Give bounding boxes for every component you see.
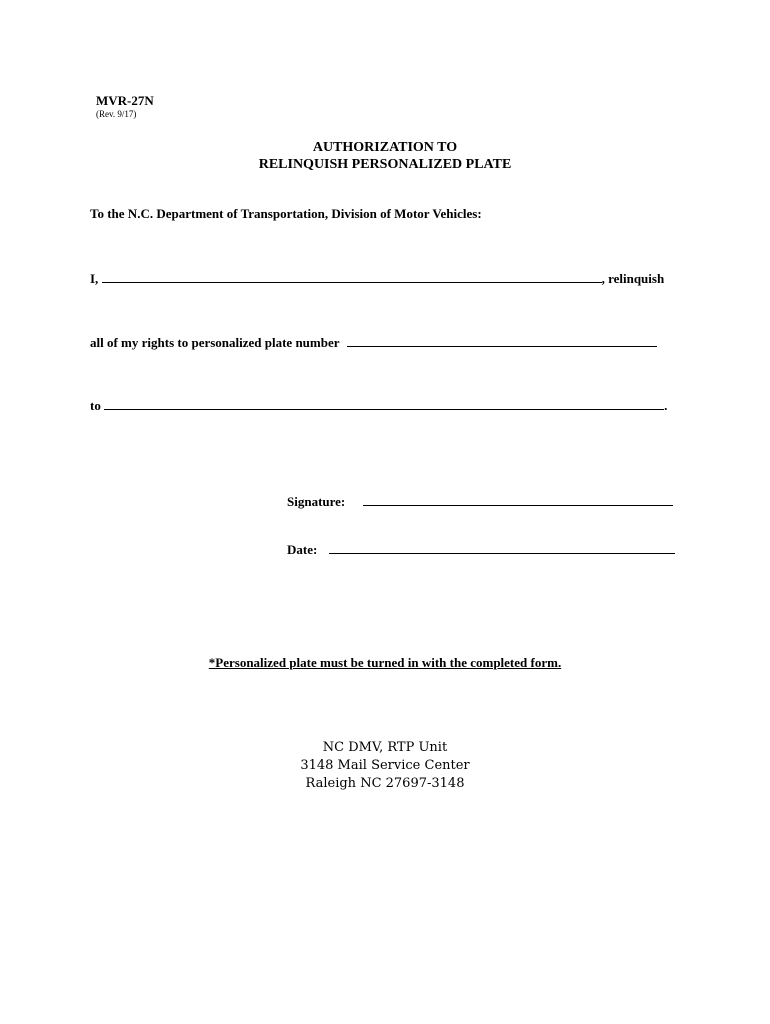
form-revision: (Rev. 9/17) [96,109,137,119]
recipient-suffix: . [664,398,668,413]
date-label: Date: [287,542,318,557]
name-prefix-label: I, [90,271,99,286]
form-code: MVR-27N [96,93,154,108]
signature-row [287,493,673,510]
form-title-line-2: RELINQUISH PERSONALIZED PLATE [258,157,512,172]
address-line-2: 3148 Mail Service Center [300,758,470,773]
name-suffix-label: , relinquish [601,271,665,286]
recipient-label: to [90,398,101,413]
recipient-row [90,397,667,414]
salutation: To the N.C. Department of Transportation, Division of Motor Vehicles: [90,206,482,221]
recipient-blank-field[interactable] [104,397,664,410]
address-line-1: NC DMV, RTP Unit [322,740,448,755]
form-title-line-1: AUTHORIZATION TO [312,140,458,155]
plate-row [90,334,657,351]
signature-blank-field[interactable] [363,493,673,506]
address-line-3: Raleigh NC 27697-3148 [305,776,465,791]
signature-label: Signature: [287,494,346,509]
plate-return-notice: *Personalized plate must be turned in with the completed form. [208,655,562,670]
name-blank-field[interactable] [102,270,602,283]
plate-number-blank-field[interactable] [347,334,657,347]
date-blank-field[interactable] [329,541,675,554]
date-row [287,541,675,558]
plate-number-label: all of my rights to personalized plate number [90,335,340,350]
name-row [90,270,664,287]
